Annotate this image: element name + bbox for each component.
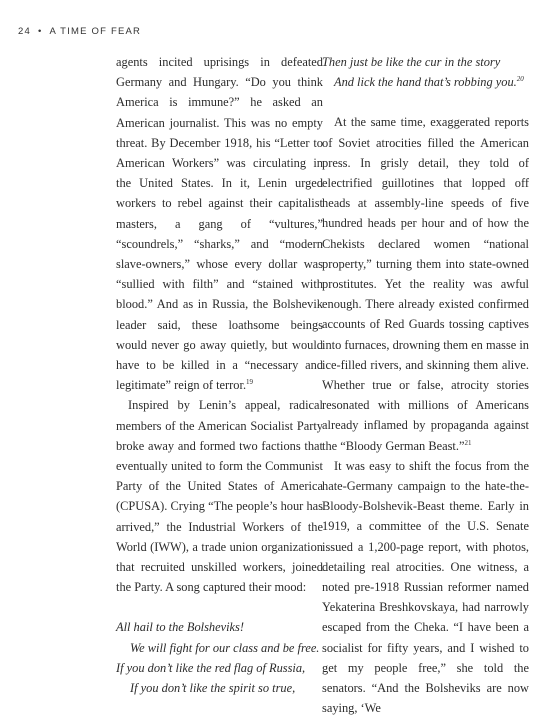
paragraph-text: Inspired by Lenin’s appeal, radical members of the American Socialist Party broke away and formed two factions that eventually united to form the Communist Party of the United States of America (CPUSA). Crying “The people’s hour has arrived,” the Industrial Workers of the World (IWW), a trade union organization that recruited unskilled workers, joined the Party. A song captured their mood:	[116, 398, 323, 595]
verse-line-text: And lick the hand that’s robbing you.	[334, 75, 517, 90]
right-column	[322, 52, 529, 719]
footnote-marker: 20	[516, 75, 524, 84]
paragraph	[116, 52, 323, 395]
paragraph	[116, 395, 323, 597]
running-title: A TIME OF FEAR	[49, 26, 142, 37]
song-verse-continued	[322, 52, 529, 92]
verse-line: All hail to the Bolsheviks!	[116, 620, 245, 635]
paragraph	[322, 112, 529, 455]
paragraph	[322, 456, 529, 719]
verse-line: We will fight for our class and be free.	[130, 640, 320, 655]
paragraph-text: agents incited uprisings in defeated Germany and Hungary. “Do you think America is immune?” he asked an American journalist. This was no empty threat. By December 1918, his “Letter to American Workers” was circulating in the United States. In it, Lenin urged workers to rebel against their capitalist masters, a gang of “vultures,” “scoundrels,” “sharks,” and “modern slave-owners,” whose every dollar was “sullied with filth” and “stained with blood.” And as in Russia, the Bolshevik leader said, these loathsome beings would never go away quietly, but would have to be killed in a “necessary and legitimate” reign of terror.	[116, 55, 323, 393]
verse-line-last	[322, 72, 529, 92]
running-header	[18, 26, 141, 37]
paragraph-text: It was easy to shift the focus from the hate-Germany campaign to the hate-the-Bloody-Bolshevik-Beast theme. Early in 1919, a committee of the U.S. Senate issued a 1,200-page report, with photos, detailing real atrocities. One witness, a noted pre-1918 Russian reformer named Yekaterina Breshkovskaya, had narrowly escaped from the Cheka. “I have been a socialist for fifty years, and I wished to get my people free,” she told the senators. “And the Bolsheviks are now saying, ‘We	[322, 458, 529, 716]
verse-line: Then just be like the cur in the story	[322, 55, 501, 69]
page-number: 24	[18, 26, 31, 37]
verse-line: If you don’t like the red flag of Russia,	[116, 660, 306, 675]
paragraph-text: At the same time, exaggerated reports of Soviet atrocities filled the American press. In grisly detail, they told of electrified guillotines that lopped off heads at assembly-line speeds of five hundred heads per hour and of how the Chekists declared women “national property,” turning them into state-owned prostitutes. Yet the reality was awful enough. There already existed confirmed accounts of Red Guards tossing captives into furnaces, drowning them en masse in ice-filled rivers, and skinning them alive. Whether true or false, atrocity stories resonated with millions of Americans already inflamed by propaganda against the “Bloody German Beast.”	[322, 115, 529, 453]
verse-line: If you don’t like the spirit so true,	[130, 681, 296, 696]
left-column	[116, 52, 323, 698]
footnote-marker: 21	[464, 438, 472, 447]
header-separator: •	[37, 26, 43, 37]
footnote-marker: 19	[246, 378, 254, 387]
song-verse	[116, 617, 323, 698]
